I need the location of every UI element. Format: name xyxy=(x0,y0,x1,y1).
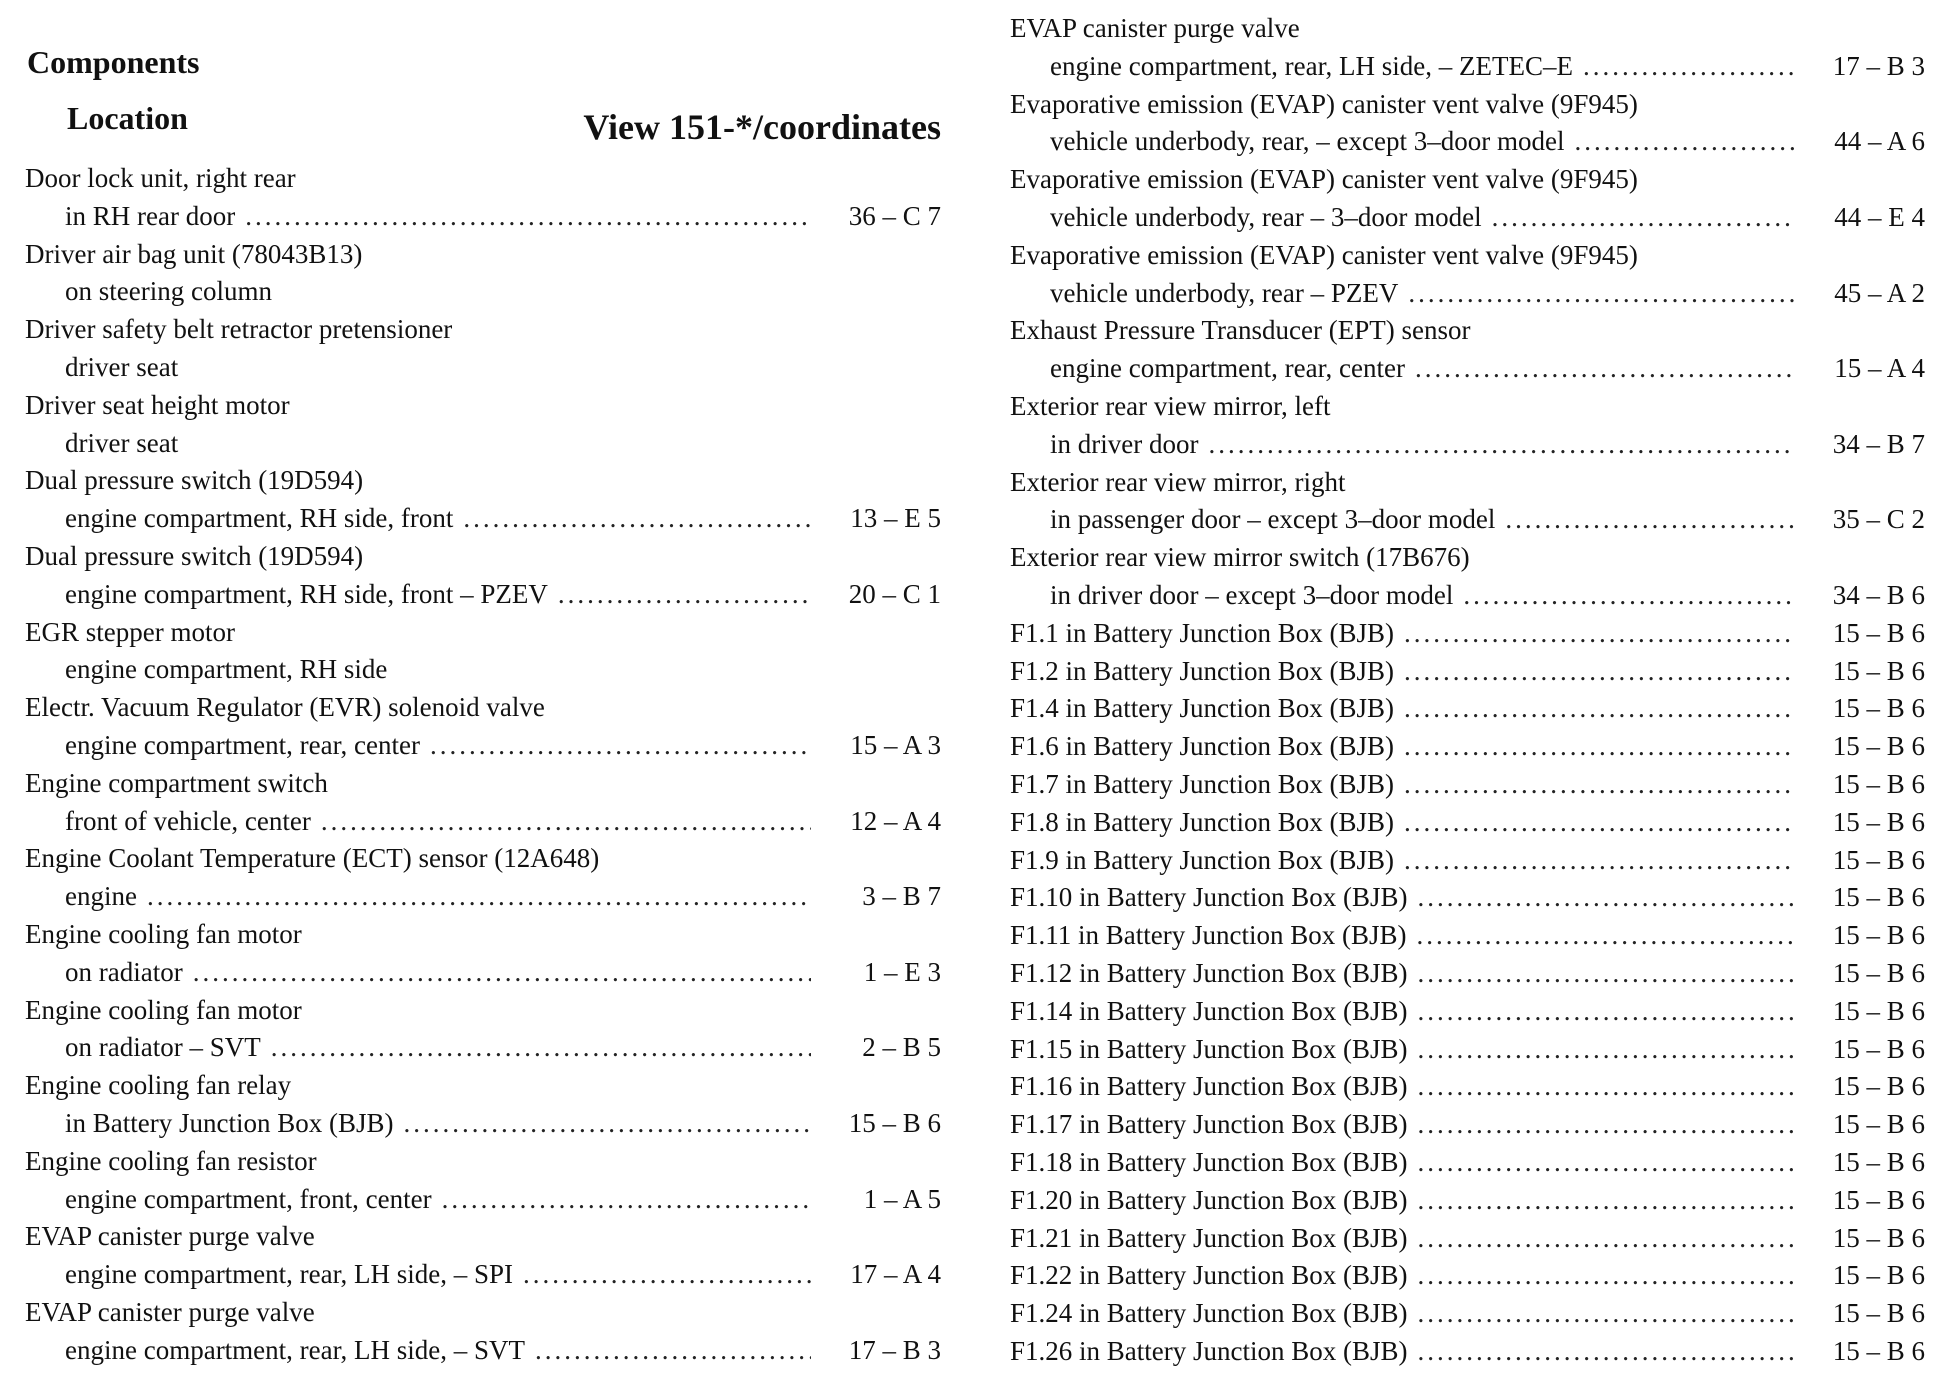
fuse-label: F1.10 in Battery Junction Box (BJB) xyxy=(1010,882,1408,913)
leader-dots xyxy=(1404,653,1795,691)
view-coordinate: 15 – B 6 xyxy=(1832,1109,1925,1140)
component-name-line xyxy=(25,1067,941,1105)
component-location: on steering column xyxy=(65,276,272,307)
component-name: Exterior rear view mirror, left xyxy=(1010,390,1331,421)
leader-dots xyxy=(535,1332,811,1370)
right-entry-list xyxy=(1010,10,1925,1371)
component-name-line xyxy=(25,840,941,878)
component-name: Dual pressure switch (19D594) xyxy=(25,465,364,496)
component-name: Engine Coolant Temperature (ECT) sensor (12A648) xyxy=(25,843,600,874)
component-name: Door lock unit, right rear xyxy=(25,163,296,193)
fuse-entry xyxy=(1010,615,1925,653)
component-location: engine compartment, RH side, front xyxy=(65,503,454,534)
component-entry xyxy=(25,992,941,1068)
component-entry xyxy=(25,689,941,765)
fuse-entry xyxy=(1010,955,1925,993)
component-name: Dual pressure switch (19D594) xyxy=(25,540,364,571)
component-name-line xyxy=(1010,237,1925,275)
component-name-line xyxy=(1010,86,1925,124)
leader-dots xyxy=(1404,728,1795,766)
leader-dots xyxy=(1418,1220,1796,1258)
component-location-line xyxy=(1010,350,1925,388)
component-entry xyxy=(25,311,941,387)
leader-dots xyxy=(1574,123,1795,161)
view-coordinate: 17 – A 4 xyxy=(850,1259,941,1290)
fuse-entry xyxy=(1010,690,1925,728)
view-coordinate: 36 – C 7 xyxy=(848,200,941,231)
component-entry xyxy=(25,160,941,236)
leader-dots xyxy=(1418,993,1796,1031)
leader-dots xyxy=(1418,879,1796,917)
view-coordinate: 15 – B 6 xyxy=(1832,768,1925,799)
component-location: engine compartment, rear, LH side, – ZETEC–E xyxy=(1050,50,1573,81)
view-coordinate: 15 – A 4 xyxy=(1834,353,1925,384)
fuse-entry xyxy=(1010,728,1925,766)
leader-dots xyxy=(1418,1295,1796,1333)
component-entry xyxy=(25,462,941,538)
component-name-line xyxy=(25,1218,941,1256)
view-coordinate: 15 – B 6 xyxy=(1832,806,1925,837)
component-location-line xyxy=(25,878,941,916)
leader-dots xyxy=(1505,501,1795,539)
fuse-label: F1.6 in Battery Junction Box (BJB) xyxy=(1010,731,1394,762)
view-coordinate: 15 – B 6 xyxy=(1832,844,1925,875)
component-name-line xyxy=(25,160,941,198)
component-name-line xyxy=(1010,539,1925,577)
component-location: engine compartment, rear, center xyxy=(1050,353,1405,384)
view-coordinate: 15 – B 6 xyxy=(1832,1335,1925,1366)
component-location-line xyxy=(25,273,941,311)
view-coordinate: 15 – B 6 xyxy=(1832,617,1925,648)
leader-dots xyxy=(271,1029,811,1067)
leader-dots xyxy=(321,803,811,841)
leader-dots xyxy=(1404,804,1795,842)
component-entry xyxy=(25,1067,941,1143)
component-name: Driver safety belt retractor pretensioner xyxy=(25,314,453,345)
component-entry xyxy=(1010,161,1925,237)
component-name-line xyxy=(25,614,941,652)
component-location-line xyxy=(25,1332,941,1370)
component-location: in passenger door – except 3–door model xyxy=(1050,504,1496,535)
component-location: in RH rear door xyxy=(65,200,236,231)
fuse-entry xyxy=(1010,1182,1925,1220)
fuse-label: F1.24 in Battery Junction Box (BJB) xyxy=(1010,1298,1408,1329)
component-location: in driver door – except 3–door model xyxy=(1050,579,1454,610)
component-entry xyxy=(1010,312,1925,388)
component-entry xyxy=(25,1294,941,1370)
component-name-line xyxy=(1010,10,1925,48)
fuse-label: F1.2 in Battery Junction Box (BJB) xyxy=(1010,655,1394,686)
view-coordinate: 3 – B 7 xyxy=(862,881,941,912)
leader-dots xyxy=(1404,615,1795,653)
leader-dots xyxy=(1418,955,1796,993)
component-entry xyxy=(25,538,941,614)
component-name: Evaporative emission (EVAP) canister vent valve (9F945) xyxy=(1010,164,1638,195)
component-name-line xyxy=(25,311,941,349)
component-location-line xyxy=(25,727,941,765)
component-location: in driver door xyxy=(1050,428,1199,459)
component-name: Engine cooling fan resistor xyxy=(25,1145,317,1176)
view-coordinate: 13 – E 5 xyxy=(850,503,941,534)
leader-dots xyxy=(1418,1068,1796,1106)
view-coordinate: 15 – B 6 xyxy=(1832,995,1925,1026)
component-location: engine compartment, rear, center xyxy=(65,729,420,760)
leader-dots xyxy=(1418,1031,1796,1069)
fuse-entry xyxy=(1010,766,1925,804)
view-coordinate: 15 – B 6 xyxy=(1832,1071,1925,1102)
component-name-line xyxy=(25,765,941,803)
component-location: on radiator – SVT xyxy=(65,1032,261,1063)
component-entry xyxy=(25,387,941,463)
component-name-line xyxy=(25,1294,941,1332)
section-title: Components xyxy=(27,44,200,80)
component-name-line xyxy=(25,538,941,576)
leader-dots xyxy=(193,954,811,992)
view-coordinate: 15 – B 6 xyxy=(1832,1298,1925,1329)
component-location-line xyxy=(1010,275,1925,313)
component-location-line xyxy=(25,954,941,992)
fuse-label: F1.22 in Battery Junction Box (BJB) xyxy=(1010,1260,1408,1291)
view-coordinate: 15 – B 6 xyxy=(1832,1184,1925,1215)
view-coordinate: 15 – B 6 xyxy=(1832,920,1925,951)
fuse-entry xyxy=(1010,804,1925,842)
component-location: on radiator xyxy=(65,956,183,987)
leader-dots xyxy=(147,878,811,916)
leader-dots xyxy=(403,1105,811,1143)
component-location: engine compartment, rear, LH side, – SVT xyxy=(65,1334,526,1365)
fuse-label: F1.16 in Battery Junction Box (BJB) xyxy=(1010,1071,1408,1102)
component-name: EVAP canister purge valve xyxy=(25,1296,315,1327)
fuse-label: F1.21 in Battery Junction Box (BJB) xyxy=(1010,1222,1408,1253)
component-name: Driver seat height motor xyxy=(25,389,290,420)
component-name: Exhaust Pressure Transducer (EPT) sensor xyxy=(1010,315,1471,346)
fuse-label: F1.12 in Battery Junction Box (BJB) xyxy=(1010,957,1408,988)
location-column-header: Location xyxy=(67,100,188,136)
fuse-label: F1.1 in Battery Junction Box (BJB) xyxy=(1010,617,1394,648)
fuse-entry xyxy=(1010,1257,1925,1295)
component-name: Engine cooling fan motor xyxy=(25,918,302,949)
component-name: Driver air bag unit (78043B13) xyxy=(25,238,363,269)
component-location-line xyxy=(25,349,941,387)
fuse-label: F1.4 in Battery Junction Box (BJB) xyxy=(1010,693,1394,724)
component-name: EVAP canister purge valve xyxy=(1010,13,1300,43)
view-coordinate: 45 – A 2 xyxy=(1834,277,1925,308)
component-location: engine compartment, RH side, front – PZEV xyxy=(65,578,548,609)
component-entry xyxy=(25,614,941,690)
component-location: driver seat xyxy=(65,351,179,382)
view-coordinate: 17 – B 3 xyxy=(1832,50,1925,81)
view-coordinate: 15 – B 6 xyxy=(1832,1033,1925,1064)
fuse-label: F1.17 in Battery Junction Box (BJB) xyxy=(1010,1109,1408,1140)
view-coordinate: 15 – A 3 xyxy=(850,729,941,760)
component-location-line xyxy=(25,1029,941,1067)
view-coordinates-column-header: View 151-*/coordinates xyxy=(583,107,941,147)
component-name-line xyxy=(25,992,941,1030)
fuse-entry xyxy=(1010,879,1925,917)
view-coordinate: 44 – E 4 xyxy=(1834,201,1925,232)
view-coordinate: 1 – E 3 xyxy=(863,956,941,987)
view-coordinate: 34 – B 6 xyxy=(1832,579,1925,610)
component-name-line xyxy=(1010,161,1925,199)
view-coordinate: 15 – B 6 xyxy=(848,1107,941,1138)
component-location-line xyxy=(25,425,941,463)
component-entry xyxy=(1010,388,1925,464)
component-entry xyxy=(25,1218,941,1294)
component-name-line xyxy=(1010,464,1925,502)
leader-dots xyxy=(1418,1106,1796,1144)
fuse-entry xyxy=(1010,1106,1925,1144)
component-name-line xyxy=(1010,388,1925,426)
component-location: engine compartment, rear, LH side, – SPI xyxy=(65,1259,514,1290)
view-coordinate: 15 – B 6 xyxy=(1832,655,1925,686)
fuse-label: F1.15 in Battery Junction Box (BJB) xyxy=(1010,1033,1408,1064)
view-coordinate: 12 – A 4 xyxy=(850,805,941,836)
fuse-label: F1.26 in Battery Junction Box (BJB) xyxy=(1010,1335,1408,1366)
fuse-entry xyxy=(1010,653,1925,691)
component-location-line xyxy=(25,500,941,538)
fuse-label: F1.7 in Battery Junction Box (BJB) xyxy=(1010,768,1394,799)
component-name: EGR stepper motor xyxy=(25,616,235,647)
component-location: vehicle underbody, rear – PZEV xyxy=(1050,277,1399,308)
component-name: Exterior rear view mirror, right xyxy=(1010,466,1346,497)
leader-dots xyxy=(1418,1144,1796,1182)
component-entry xyxy=(25,916,941,992)
leader-dots xyxy=(523,1256,811,1294)
leader-dots xyxy=(245,198,811,236)
view-coordinate: 2 – B 5 xyxy=(862,1032,941,1063)
component-name: Electr. Vacuum Regulator (EVR) solenoid valve xyxy=(25,692,545,723)
leader-dots xyxy=(430,727,811,765)
fuse-label: F1.18 in Battery Junction Box (BJB) xyxy=(1010,1146,1408,1177)
component-location-line xyxy=(25,576,941,614)
fuse-entry xyxy=(1010,1295,1925,1333)
fuse-label: F1.11 in Battery Junction Box (BJB) xyxy=(1010,920,1407,951)
component-location-line xyxy=(1010,501,1925,539)
view-coordinate: 17 – B 3 xyxy=(848,1334,941,1365)
leader-dots xyxy=(463,500,811,538)
component-name: Engine cooling fan relay xyxy=(25,1070,292,1101)
component-name: Evaporative emission (EVAP) canister vent valve (9F945) xyxy=(1010,88,1638,119)
component-name: Engine compartment switch xyxy=(25,767,328,798)
leader-dots xyxy=(1418,1182,1796,1220)
left-entry-list xyxy=(25,160,941,1370)
component-location: engine compartment, RH side xyxy=(65,654,388,685)
fuse-label: F1.20 in Battery Junction Box (BJB) xyxy=(1010,1184,1408,1215)
leader-dots xyxy=(1208,426,1795,464)
component-location-line xyxy=(1010,426,1925,464)
leader-dots xyxy=(1492,199,1795,237)
component-entry xyxy=(1010,237,1925,313)
fuse-entry xyxy=(1010,1220,1925,1258)
leader-dots xyxy=(1463,577,1795,615)
fuse-label: F1.9 in Battery Junction Box (BJB) xyxy=(1010,844,1394,875)
fuse-entry xyxy=(1010,1068,1925,1106)
component-location: engine xyxy=(65,881,137,912)
component-name-line xyxy=(25,689,941,727)
component-location: in Battery Junction Box (BJB) xyxy=(65,1107,394,1138)
component-entry xyxy=(1010,86,1925,162)
component-location: front of vehicle, center xyxy=(65,805,311,836)
view-coordinate: 15 – B 6 xyxy=(1832,731,1925,762)
fuse-label: F1.8 in Battery Junction Box (BJB) xyxy=(1010,806,1394,837)
component-location-line xyxy=(25,1105,941,1143)
leader-dots xyxy=(1404,842,1795,880)
view-coordinate: 15 – B 6 xyxy=(1832,957,1925,988)
leader-dots xyxy=(442,1181,811,1219)
component-name: Exterior rear view mirror switch (17B676) xyxy=(1010,542,1470,573)
view-coordinate: 15 – B 6 xyxy=(1832,882,1925,913)
fuse-entry xyxy=(1010,842,1925,880)
view-coordinate: 44 – A 6 xyxy=(1834,126,1925,157)
component-entry xyxy=(25,1143,941,1219)
fuse-entry xyxy=(1010,1031,1925,1069)
component-entry xyxy=(25,236,941,312)
component-name-line xyxy=(25,236,941,274)
leader-dots xyxy=(1583,48,1795,86)
component-name: Engine cooling fan motor xyxy=(25,994,302,1025)
fuse-entry xyxy=(1010,1144,1925,1182)
view-coordinate: 34 – B 7 xyxy=(1832,428,1925,459)
fuse-entry xyxy=(1010,993,1925,1031)
view-coordinate: 15 – B 6 xyxy=(1832,1146,1925,1177)
leader-dots xyxy=(1418,1333,1796,1371)
component-entry xyxy=(25,840,941,916)
component-name: Evaporative emission (EVAP) canister vent valve (9F945) xyxy=(1010,239,1638,270)
view-coordinate: 35 – C 2 xyxy=(1832,504,1925,535)
leader-dots xyxy=(558,576,811,614)
component-location-line xyxy=(1010,123,1925,161)
component-name-line xyxy=(25,387,941,425)
component-entry xyxy=(1010,10,1925,86)
view-coordinate: 1 – A 5 xyxy=(863,1183,941,1214)
component-location-line xyxy=(1010,577,1925,615)
fuse-label: F1.14 in Battery Junction Box (BJB) xyxy=(1010,995,1408,1026)
component-location: vehicle underbody, rear – 3–door model xyxy=(1050,201,1482,232)
view-coordinate: 15 – B 6 xyxy=(1832,1222,1925,1253)
component-entry xyxy=(25,765,941,841)
component-entry xyxy=(1010,539,1925,615)
leader-dots xyxy=(1417,917,1796,955)
component-location-line xyxy=(1010,48,1925,86)
component-name-line xyxy=(25,916,941,954)
component-location: driver seat xyxy=(65,427,179,458)
leader-dots xyxy=(1404,690,1795,728)
view-coordinate: 20 – C 1 xyxy=(848,578,941,609)
fuse-entry xyxy=(1010,1333,1925,1371)
component-location-line xyxy=(25,803,941,841)
component-location: engine compartment, front, center xyxy=(65,1183,432,1214)
component-location-line xyxy=(25,651,941,689)
component-location-line xyxy=(25,198,941,236)
component-name: EVAP canister purge valve xyxy=(25,1221,315,1252)
component-location-line xyxy=(1010,199,1925,237)
view-coordinate: 15 – B 6 xyxy=(1832,1260,1925,1291)
component-name-line xyxy=(25,462,941,500)
fuse-entry xyxy=(1010,917,1925,955)
component-name-line xyxy=(1010,312,1925,350)
view-coordinate: 15 – B 6 xyxy=(1832,693,1925,724)
leader-dots xyxy=(1418,1257,1796,1295)
leader-dots xyxy=(1408,275,1795,313)
component-location-line xyxy=(25,1256,941,1294)
component-location-line xyxy=(25,1181,941,1219)
component-entry xyxy=(1010,464,1925,540)
leader-dots xyxy=(1415,350,1795,388)
component-name-line xyxy=(25,1143,941,1181)
leader-dots xyxy=(1404,766,1795,804)
component-location: vehicle underbody, rear, – except 3–door model xyxy=(1050,126,1565,157)
